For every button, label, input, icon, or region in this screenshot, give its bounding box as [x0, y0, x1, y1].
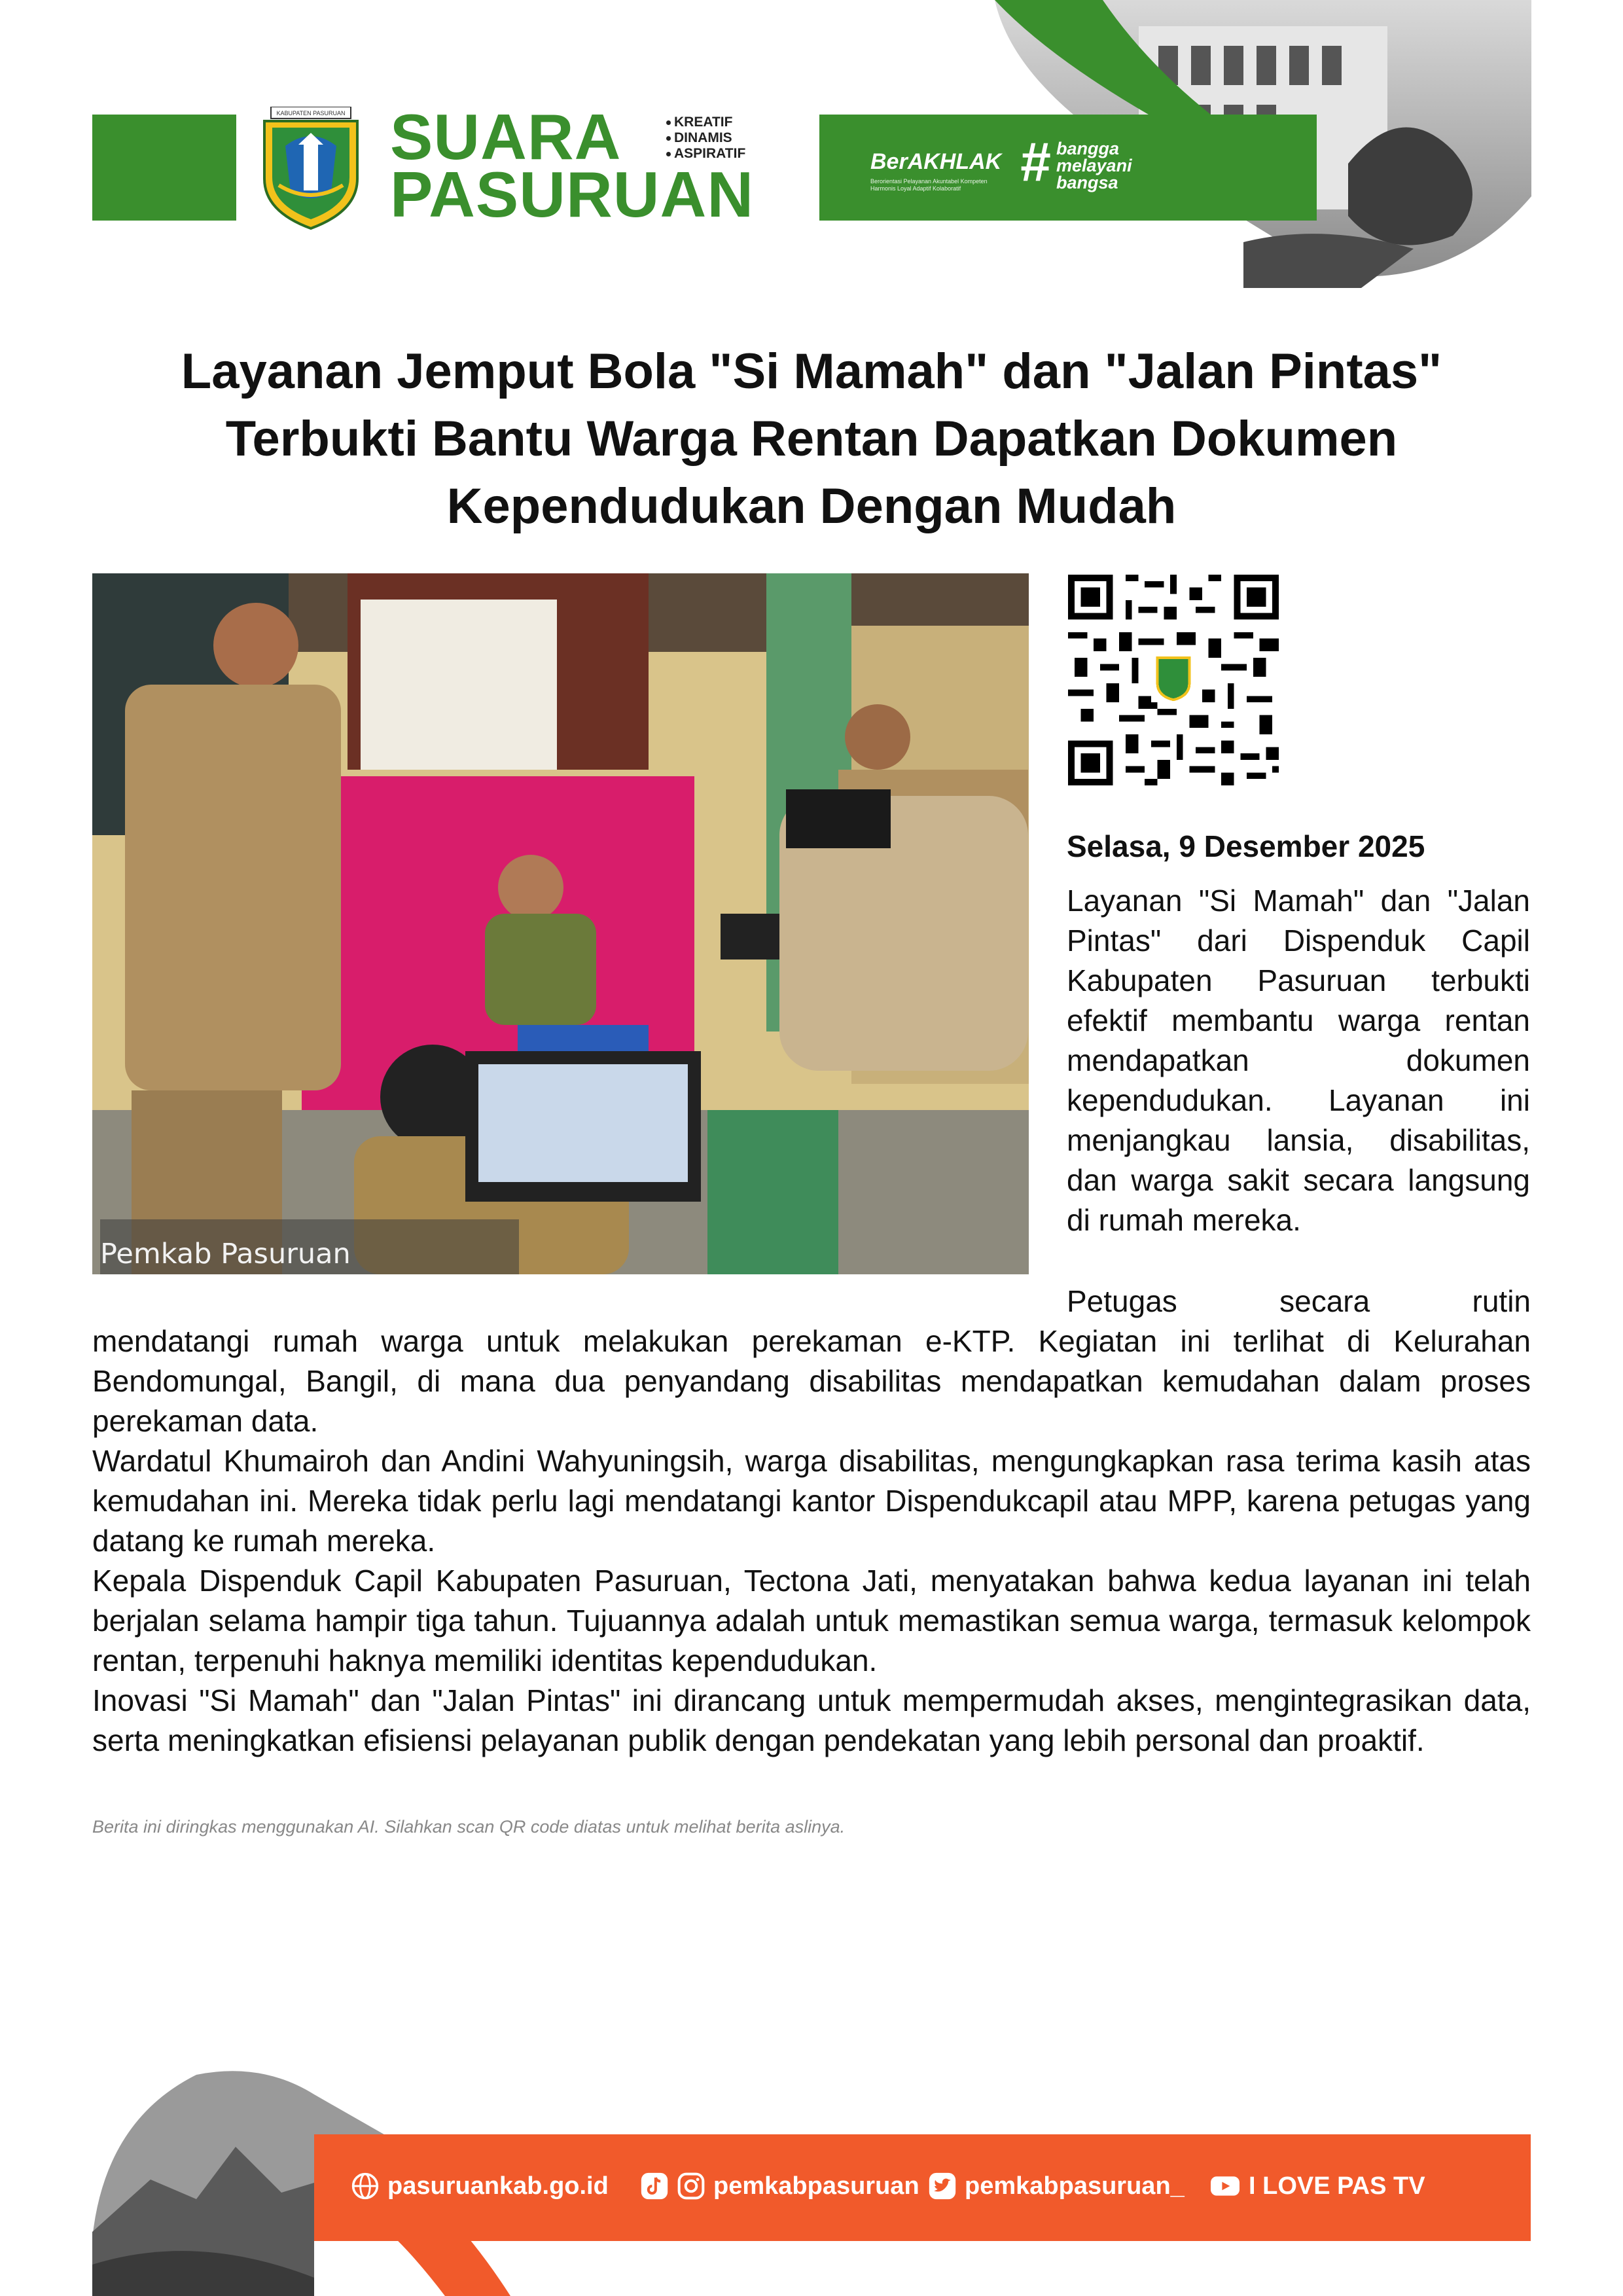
article-date: Selasa, 9 Desember 2025 — [1067, 829, 1425, 863]
footer-website: pasuruankab.go.id — [387, 2172, 609, 2200]
footer-instagram: pemkabpasuruan — [713, 2172, 919, 2200]
instagram-icon — [677, 2172, 705, 2200]
bangga-line-3: bangsa — [1056, 173, 1118, 192]
bangga-line-1: bangga — [1056, 139, 1120, 158]
paragraph-4: Kepala Dispenduk Capil Kabupaten Pasuruan, Tectona Jati, menyatakan bahwa kedua layanan ini telah berjalan selama hampir tiga tahun. Tujuannya adalah untuk memastikan semua warga, termasuk kelompok rentan, terpenuhi haknya memiliki identitas kependudukan. — [92, 1564, 1531, 1677]
crest-label: KABUPATEN PASURUAN — [276, 110, 346, 117]
berakhlak-logo: BerAKHLAK — [870, 149, 1002, 174]
tagline-3: ASPIRATIF — [666, 146, 745, 162]
twitter-icon — [928, 2172, 957, 2200]
title-line-2: Terbukti Bantu Warga Rentan Dapatkan Dokumen — [225, 411, 1398, 467]
title-line-1: Layanan Jemput Bola "Si Mamah" dan "Jalan Pintas" — [181, 344, 1442, 399]
brand-taglines — [666, 115, 745, 162]
article-photo-illustration — [92, 573, 1029, 1274]
paragraph-5: Inovasi "Si Mamah" dan "Jalan Pintas" ini dirancang untuk mempermudah akses, mengintegrasikan data, serta meningkatkan efisiensi pelayanan publik dengan pendekatan yang lebih personal dan proaktif. — [92, 1683, 1531, 1757]
footer-twitter: pemkabpasuruan_ — [965, 2172, 1185, 2200]
brand-line-1: SUARA — [390, 101, 622, 173]
footer-youtube-link[interactable] — [1209, 2172, 1425, 2200]
paragraph-2 — [92, 1282, 1531, 1441]
brand-line-2: PASURUAN — [390, 158, 755, 230]
tagline-2: DINAMIS — [666, 130, 745, 146]
header-green-bar-left — [92, 115, 236, 221]
paragraph-3: Wardatul Khumairoh dan Andini Wahyuningsih, warga disabilitas, mengungkapkan rasa terima kasih atas kemudahan ini. Mereka tidak perlu lagi mendatangi kantor Dispendukcapil atau MPP, karena petugas yang datang ke rumah mereka. — [92, 1444, 1531, 1558]
article-body — [92, 1282, 1531, 1761]
paragraph-2-rest: mendatangi rumah warga untuk melakukan perekaman e-KTP. Kegiatan ini terlihat di Kelurahan Bendomungal, Bangil, di mana dua penyandang disabilitas mendapatkan kemudahan dalam proses perekaman data. — [92, 1324, 1531, 1438]
footer-website-link[interactable] — [351, 2172, 609, 2200]
bangga-melayani-bangsa — [1056, 140, 1132, 191]
photo-credit-bar — [100, 1219, 519, 1274]
pasuruan-crest-logo — [259, 107, 363, 230]
paragraph-2-start: Petugas secara rutin — [1067, 1284, 1531, 1318]
footer-twitter-link[interactable] — [928, 2172, 1185, 2200]
ai-disclaimer: Berita ini diringkas menggunakan AI. Silahkan scan QR code diatas untuk melihat berita aslinya. — [92, 1817, 846, 1837]
footer-instagram-link[interactable] — [640, 2172, 919, 2200]
tiktok-icon — [640, 2172, 669, 2200]
footer-youtube: I LOVE PAS TV — [1249, 2172, 1425, 2200]
article-title — [92, 338, 1531, 540]
title-line-3: Kependudukan Dengan Mudah — [446, 478, 1177, 534]
lead-paragraph: Layanan "Si Mamah" dan "Jalan Pintas" dari Dispenduk Capil Kabupaten Pasuruan terbukti efektif membantu warga rentan mendapatkan dokumen kependudukan. Layanan ini menjangkau lansia, disabilitas, dan warga sakit secara langsung di rumah mereka. — [1067, 884, 1530, 1237]
article-lead — [1067, 881, 1530, 1240]
article-photo — [92, 573, 1029, 1274]
qr-code[interactable] — [1068, 575, 1279, 785]
berakhlak-subtext: Berorientasi Pelayanan Akuntabel Kompeten Harmonis Loyal Adaptif Kolaboratif — [870, 178, 988, 192]
hashtag-symbol: # — [1020, 131, 1050, 192]
tagline-1: KREATIF — [666, 115, 745, 130]
photo-credit: Pemkab Pasuruan — [100, 1238, 351, 1270]
youtube-icon — [1209, 2172, 1241, 2200]
globe-icon — [351, 2172, 380, 2200]
bangga-line-2: melayani — [1056, 156, 1132, 175]
